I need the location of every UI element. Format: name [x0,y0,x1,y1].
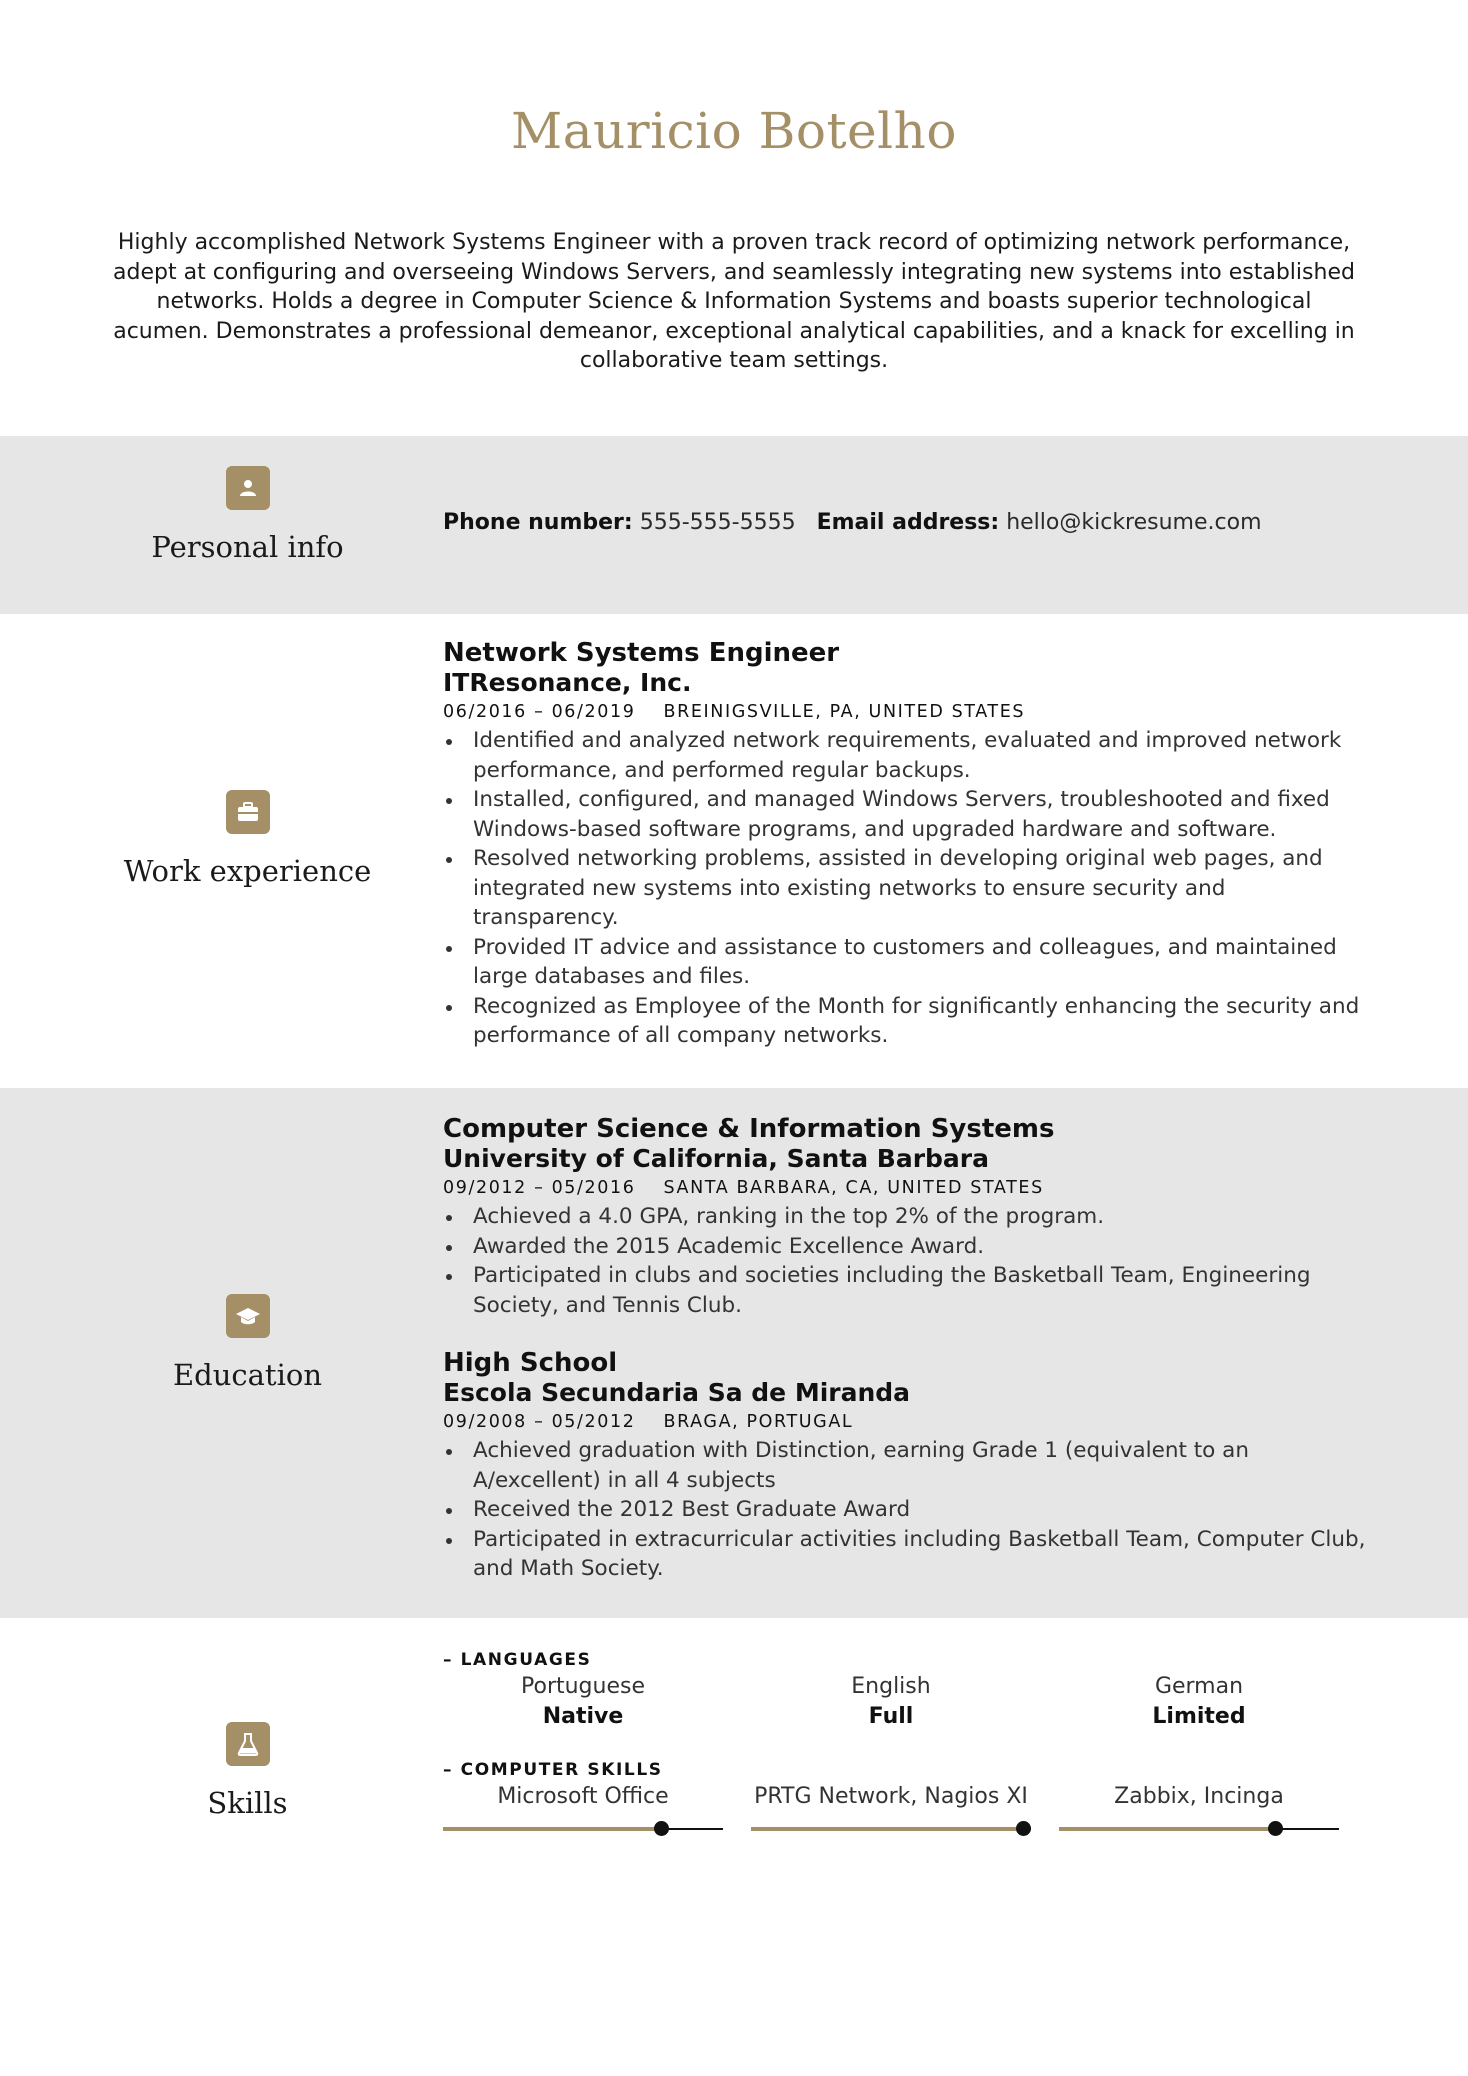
section-title-work-experience: Work experience [123,854,372,888]
education-location: SANTA BARBARA, CA, UNITED STATES [663,1178,1044,1198]
list-item: Achieved graduation with Distinction, earning Grade 1 (equivalent to an A/excellent) in all 4 subjects [473,1436,1373,1495]
skill-bar-dot [1016,1821,1031,1836]
job-meta [443,698,1373,726]
skills-content [443,1650,1373,1842]
language-level: Limited [1152,1704,1246,1729]
personal-info-section [0,436,1468,614]
email-label: Email address: [816,510,1000,535]
education-meta [443,1174,1373,1202]
job-bullets [443,726,1373,1051]
list-item: Installed, configured, and managed Windows Servers, troubleshooted and fixed Windows-based software programs, and upgraded hardware and software. [473,785,1373,844]
job-position: Network Systems Engineer [443,638,840,668]
language-name: English [851,1674,931,1699]
candidate-name: Mauricio Botelho [511,102,957,160]
languages-heading: – LANGUAGES [443,1650,592,1670]
skill-bar-fill [751,1827,1023,1831]
list-item: Provided IT advice and assistance to customers and colleagues, and maintained large databases and files. [473,933,1373,992]
summary-text: Highly accomplished Network Systems Engineer with a proven track record of optimizing network performance, adept at configuring and overseeing Windows Servers, and seamlessly integrating new systems into established networks. Holds a degree in Computer Science & Information Systems and boasts superior technological acumen. Demonstrates a professional demeanor, exceptional analytical capabilities, and a knack for excelling in collaborative team settings. [113,230,1355,373]
skills-sidebar [80,1722,415,1820]
education-content [443,1114,1373,1584]
skill-item [443,1782,723,1812]
skills-section [0,1618,1468,1928]
job-company: ITResonance, Inc. [443,668,692,697]
school-name: University of California, Santa Barbara [443,1144,989,1173]
work-experience-content [443,638,1373,1051]
degree-title: Computer Science & Information Systems [443,1114,1055,1144]
education-location: BRAGA, PORTUGAL [663,1412,854,1432]
computer-skills-heading: – COMPUTER SKILLS [443,1760,663,1780]
email-value: hello@kickresume.com [1006,510,1262,535]
language-item [1059,1672,1339,1732]
school-name: Escola Secundaria Sa de Miranda [443,1378,911,1407]
job-location: BREINIGSVILLE, PA, UNITED STATES [663,702,1026,722]
work-entry [443,638,1373,1051]
list-item: Achieved a 4.0 GPA, ranking in the top 2% of the program. [473,1202,1373,1232]
skill-name: Microsoft Office [497,1784,669,1809]
skill-bar-fill [443,1827,661,1831]
skill-name: Zabbix, Incinga [1114,1784,1284,1809]
skill-name: PRTG Network, Nagios XI [754,1784,1028,1809]
list-item: Participated in extracurricular activities including Basketball Team, Computer Club, and Math Society. [473,1525,1373,1584]
skill-bar [443,1828,723,1830]
graduation-cap-icon [226,1294,270,1338]
skill-bar-dot [1268,1821,1283,1836]
skill-bar [751,1828,1031,1830]
language-item [751,1672,1031,1732]
job-dates: 06/2016 – 06/2019 [443,702,636,722]
work-experience-sidebar [80,790,415,888]
language-name: Portuguese [521,1674,645,1699]
languages-row [443,1672,1373,1732]
list-item: Received the 2012 Best Graduate Award [473,1495,1373,1525]
skill-bar-dot [654,1821,669,1836]
language-item [443,1672,723,1732]
briefcase-icon [226,790,270,834]
education-dates: 09/2008 – 05/2012 [443,1412,636,1432]
list-item: Recognized as Employee of the Month for significantly enhancing the security and performance of all company networks. [473,992,1373,1051]
list-item: Resolved networking problems, assisted in developing original web pages, and integrated new systems into existing networks to ensure security and transparency. [473,844,1373,933]
education-dates: 09/2012 – 05/2016 [443,1178,636,1198]
list-item: Identified and analyzed network requirements, evaluated and improved network performance, and performed regular backups. [473,726,1373,785]
education-bullets [443,1436,1373,1584]
personal-info-sidebar [80,466,415,564]
degree-title: High School [443,1348,618,1378]
education-section [0,1088,1468,1618]
skill-bar-fill [1059,1827,1275,1831]
skill-bar [1059,1828,1339,1830]
flask-icon [226,1722,270,1766]
skill-item [1059,1782,1339,1812]
list-item: Awarded the 2015 Academic Excellence Award. [473,1232,1373,1262]
education-bullets [443,1202,1373,1320]
language-name: German [1154,1674,1244,1699]
computer-skills-row [443,1782,1373,1842]
contact-line [443,510,1373,535]
work-experience-section [0,614,1468,1088]
education-entry [443,1114,1373,1320]
personal-info-content [443,510,1373,535]
language-level: Native [542,1704,624,1729]
list-item: Participated in clubs and societies including the Basketball Team, Engineering Society, and Tennis Club. [473,1261,1373,1320]
education-sidebar [80,1294,415,1392]
section-title-education: Education [172,1358,322,1392]
person-icon [226,466,270,510]
language-level: Full [868,1704,914,1729]
section-title-personal-info: Personal info [151,530,344,564]
phone-value: 555-555-5555 [639,510,796,535]
skill-item [751,1782,1031,1812]
education-entry [443,1348,1373,1584]
phone-label: Phone number: [443,510,633,535]
education-meta [443,1408,1373,1436]
section-title-skills: Skills [207,1786,288,1820]
